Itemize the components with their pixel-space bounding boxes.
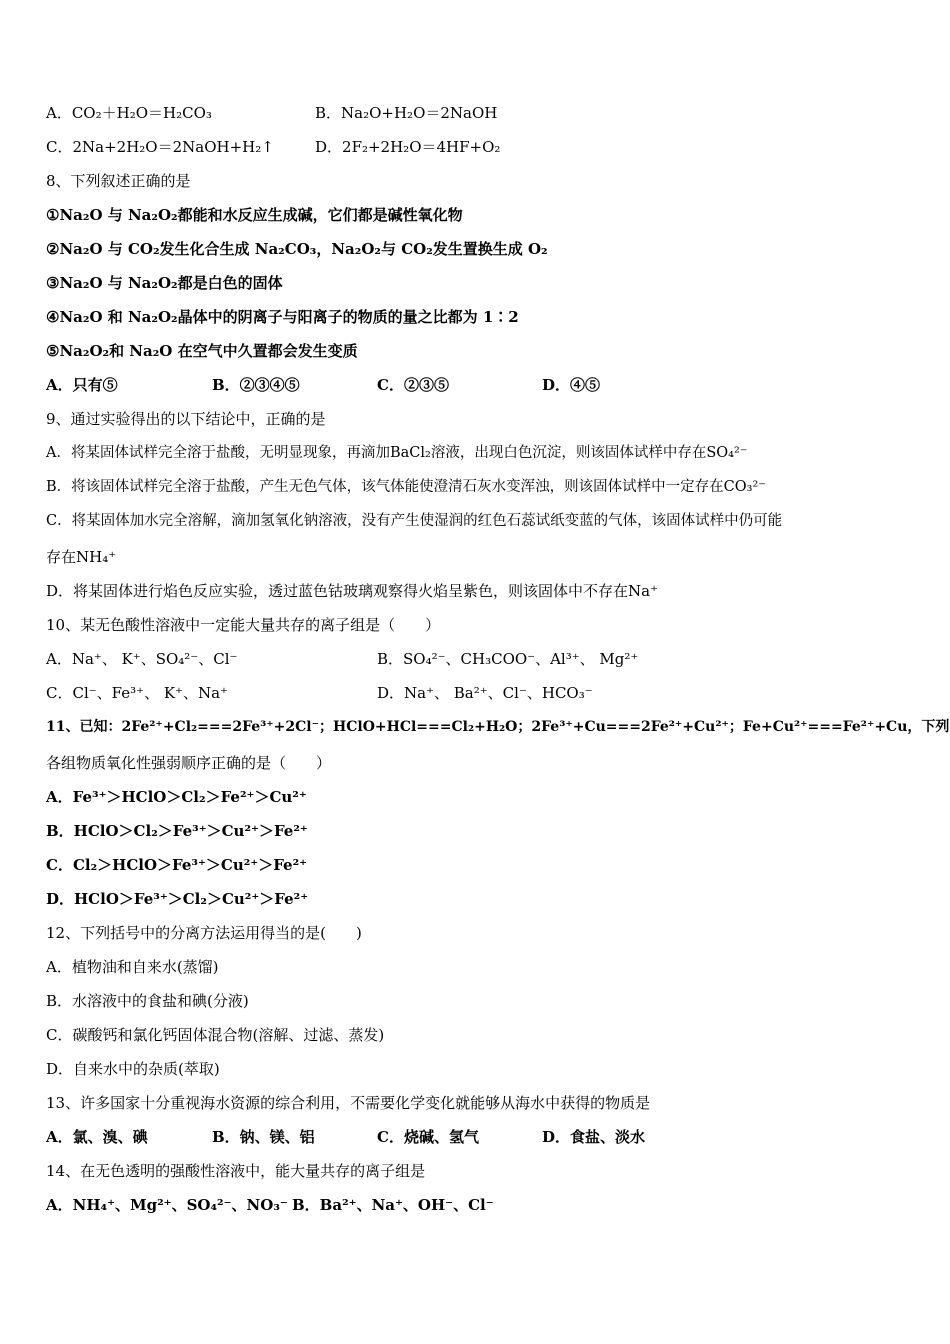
q7-option-d: D．2F₂+2H₂O＝4HF+O₂ bbox=[315, 138, 501, 156]
q8-statement-5: ⑤Na₂O₂和 Na₂O 在空气中久置都会发生变质 bbox=[46, 342, 358, 360]
q11-option-d: D．HClO＞Fe³⁺＞Cl₂＞Cu²⁺＞Fe²⁺ bbox=[46, 890, 309, 908]
q9-option-b: B．将该固体试样完全溶于盐酸，产生无色气体，该气体能使澄清石灰水变浑浊，则该固体试样中一定存在CO₃²⁻ bbox=[46, 479, 766, 495]
q10-option-b: B．SO₄²⁻、CH₃COO⁻、Al³⁺、 Mg²⁺ bbox=[377, 650, 639, 668]
q12-option-c: C．碳酸钙和氯化钙固体混合物(溶解、过滤、蒸发) bbox=[46, 1026, 385, 1044]
q11-option-a: A．Fe³⁺＞HClO＞Cl₂＞Fe²⁺＞Cu²⁺ bbox=[46, 788, 307, 806]
q11-option-b: B．HClO＞Cl₂＞Fe³⁺＞Cu²⁺＞Fe²⁺ bbox=[46, 822, 308, 840]
q11-stem-line1: 11、已知：2Fe²⁺+Cl₂===2Fe³⁺+2Cl⁻；HClO+HCl===Cl₂+H₂O；2Fe³⁺+Cu===2Fe²⁺+Cu²⁺；Fe+Cu²⁺===Fe²⁺+Cu，下列 bbox=[46, 719, 950, 735]
q9-option-c-line1: C．将某固体加水完全溶解，滴加氢氧化钠溶液，没有产生使湿润的红色石蕊试纸变蓝的气体，该固体试样中仍可能 bbox=[46, 513, 783, 529]
q13-option-c: C．烧碱、氢气 bbox=[377, 1128, 479, 1146]
q12-option-a: A．植物油和自来水(蒸馏) bbox=[46, 958, 219, 976]
q10-option-c: C．Cl⁻、Fe³⁺、 K⁺、Na⁺ bbox=[46, 684, 228, 702]
q8-stem: 8、下列叙述正确的是 bbox=[46, 172, 191, 190]
q8-statement-4: ④Na₂O 和 Na₂O₂晶体中的阴离子与阳离子的物质的量之比都为 1∶2 bbox=[46, 308, 519, 326]
q12-stem: 12、下列括号中的分离方法运用得当的是( ) bbox=[46, 924, 362, 942]
q11-stem-line2: 各组物质氧化性强弱顺序正确的是（ ） bbox=[46, 754, 332, 772]
q10-stem: 10、某无色酸性溶液中一定能大量共存的离子组是（ ） bbox=[46, 616, 441, 634]
q14-stem: 14、在无色透明的强酸性溶液中，能大量共存的离子组是 bbox=[46, 1162, 426, 1180]
q13-option-a: A．氯、溴、碘 bbox=[46, 1128, 148, 1146]
q8-statement-1: ①Na₂O 与 Na₂O₂都能和水反应生成碱，它们都是碱性氧化物 bbox=[46, 206, 463, 224]
q8-statement-2: ②Na₂O 与 CO₂发生化合生成 Na₂CO₃，Na₂O₂与 CO₂发生置换生成 O₂ bbox=[46, 240, 548, 258]
q8-option-c: C．②③⑤ bbox=[377, 376, 449, 394]
q11-option-c: C．Cl₂＞HClO＞Fe³⁺＞Cu²⁺＞Fe²⁺ bbox=[46, 856, 308, 874]
q12-option-b: B．水溶液中的食盐和碘(分液) bbox=[46, 992, 249, 1010]
q13-stem: 13、许多国家十分重视海水资源的综合利用，不需要化学变化就能够从海水中获得的物质是 bbox=[46, 1094, 651, 1112]
q7-option-a: A．CO₂＋H₂O＝H₂CO₃ bbox=[46, 104, 212, 122]
q10-option-a: A．Na⁺、 K⁺、SO₄²⁻、Cl⁻ bbox=[46, 650, 238, 668]
q13-option-d: D．食盐、淡水 bbox=[542, 1128, 646, 1146]
q8-option-a: A．只有⑤ bbox=[46, 376, 118, 394]
q12-option-d: D．自来水中的杂质(萃取) bbox=[46, 1060, 220, 1078]
q9-stem: 9、通过实验得出的以下结论中，正确的是 bbox=[46, 410, 326, 428]
q9-option-c-line2: 存在NH₄⁺ bbox=[46, 548, 117, 566]
q10-option-d: D．Na⁺、 Ba²⁺、Cl⁻、HCO₃⁻ bbox=[377, 684, 593, 702]
q8-statement-3: ③Na₂O 与 Na₂O₂都是白色的固体 bbox=[46, 274, 283, 292]
q13-option-b: B．钠、镁、铝 bbox=[212, 1128, 315, 1146]
q14-option-a: A．NH₄⁺、Mg²⁺、SO₄²⁻、NO₃⁻ bbox=[46, 1196, 288, 1214]
q8-option-b: B．②③④⑤ bbox=[212, 376, 300, 394]
q7-option-c: C．2Na+2H₂O＝2NaOH+H₂↑ bbox=[46, 138, 274, 156]
q14-option-b: B．Ba²⁺、Na⁺、OH⁻、Cl⁻ bbox=[292, 1196, 494, 1214]
q9-option-a: A．将某固体试样完全溶于盐酸，无明显现象，再滴加BaCl₂溶液，出现白色沉淀，则该固体试样中存在SO₄²⁻ bbox=[46, 445, 748, 461]
q7-option-b: B．Na₂O+H₂O＝2NaOH bbox=[315, 104, 498, 122]
q9-option-d: D．将某固体进行焰色反应实验，透过蓝色钴玻璃观察得火焰呈紫色，则该固体中不存在Na⁺ bbox=[46, 582, 659, 600]
q8-option-d: D．④⑤ bbox=[542, 376, 601, 394]
